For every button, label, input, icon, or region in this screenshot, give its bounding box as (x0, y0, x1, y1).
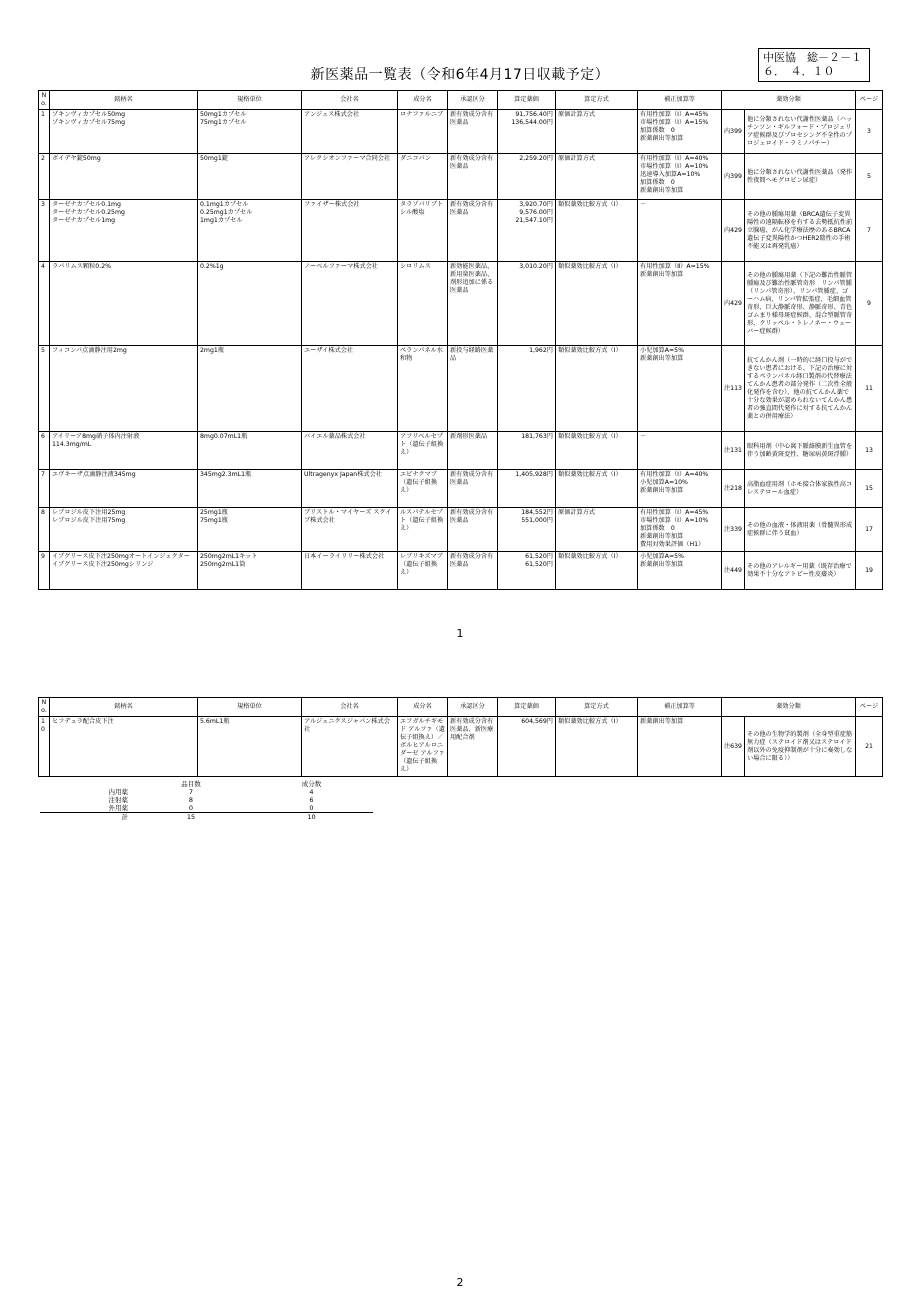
cell-brand-line: レブロジル皮下注用25mg (52, 509, 126, 516)
cell-addition-line: 新薬創出等加算 (640, 271, 684, 278)
cell-page: 13 (856, 432, 883, 470)
cell-unit-line: 0.25mg1カプセル (200, 209, 253, 216)
cell-price-line: 9,576.00円 (519, 209, 553, 216)
cell-price-line: 61,520円 (525, 553, 553, 560)
header-company: 会社名 (302, 698, 398, 717)
cell-page: 5 (856, 154, 883, 200)
cell-brand-line: ヒフデュラ配合皮下注 (52, 718, 114, 725)
header-page: ページ (856, 91, 883, 110)
cell-brand-line: 114.3mg/mL (52, 441, 92, 448)
cell-method: 原価計算方式 (556, 154, 638, 200)
cell-ingredient: ペランパネル水和物 (398, 346, 448, 432)
cell-approval: 新有効成分含有医薬品、新医療用配合剤 (448, 717, 498, 777)
cell-unit-line: 75mg1瓶 (200, 517, 228, 524)
header-no: No. (39, 91, 50, 110)
cell-price-line: 3,920.70円 (519, 201, 553, 208)
summary-items: 0 (188, 804, 194, 812)
cell-price-line: 91,756.40円 (515, 111, 553, 118)
summary-row (40, 796, 373, 804)
cell-unit (198, 552, 302, 590)
cell-addition-line: 加算係数 0 (640, 127, 675, 134)
cell-addition-line: 新薬創出等加算 (640, 487, 684, 494)
summary-ingredients: 4 (309, 788, 314, 796)
cell-page: 7 (856, 200, 883, 262)
table-header-row (39, 698, 883, 717)
cell-company: バイエル薬品株式会社 (302, 432, 398, 470)
cell-class-code: 注218 (722, 470, 745, 508)
cell-brand-line: レブロジル皮下注用75mg (52, 517, 126, 524)
header-unit: 規格単位 (198, 698, 302, 717)
cell-addition-line: 有用性加算（Ⅰ）A=45% (640, 509, 709, 516)
cell-approval: 新有効成分含有医薬品 (448, 200, 498, 262)
cell-brand-line: ラパリムス顆粒0.2% (52, 263, 112, 270)
header-unit: 規格単位 (198, 91, 302, 110)
cell-brand (50, 508, 198, 552)
cell-unit (198, 154, 302, 200)
cell-price (498, 154, 556, 200)
cell-brand (50, 110, 198, 154)
cell-addition-line: 有用性加算（Ⅱ）A=15% (640, 263, 710, 270)
cell-method: 原価計算方式 (556, 508, 638, 552)
cell-approval: 新有効成分含有医薬品 (448, 470, 498, 508)
cell-no: 3 (39, 200, 50, 262)
header-page: ページ (856, 698, 883, 717)
cell-company: ノーベルファーマ株式会社 (302, 262, 398, 346)
cell-price (498, 717, 556, 777)
cell-method: 類似薬効比較方式（Ⅰ） (556, 200, 638, 262)
summary-label: 内用薬 (108, 788, 128, 796)
cell-addition-line: 新薬創出等加算 (640, 187, 684, 194)
cell-category: 眼科用剤（中心窩下脈絡膜新生血管を伴う加齢黄斑変性、糖尿病黄斑浮腫） (745, 432, 856, 470)
header-approval: 承認区分 (448, 91, 498, 110)
summary-header-ingredients: 成分数 (301, 780, 322, 788)
cell-class-code: 注113 (722, 346, 745, 432)
cell-brand-line: エヴキーザ点滴静注液345mg (52, 471, 136, 478)
cell-unit-line: 50mg1錠 (200, 155, 228, 162)
cell-brand-line: アイリーア8mg硝子体内注射液 (52, 433, 140, 440)
cell-method: 類似薬効比較方式（Ⅰ） (556, 717, 638, 777)
cell-approval: 新投与経路医薬品 (448, 346, 498, 432)
summary-label: 注射薬 (108, 796, 128, 804)
cell-brand-line: ボイデヤ錠50mg (52, 155, 101, 162)
cell-method: 類似薬効比較方式（Ⅰ） (556, 470, 638, 508)
summary-ingredients: 0 (309, 804, 314, 812)
cell-addition (638, 432, 722, 470)
header-category: 薬効分類 (722, 91, 856, 110)
table-row (39, 552, 883, 590)
cell-page: 21 (856, 717, 883, 777)
cell-addition-line: 市場性加算（Ⅰ）A=15% (640, 119, 709, 126)
cell-class-code: 内399 (722, 110, 745, 154)
cell-price (498, 346, 556, 432)
cell-addition (638, 154, 722, 200)
cell-price-line: 21,547.10円 (515, 217, 553, 224)
cell-page: 19 (856, 552, 883, 590)
cell-addition-line: 費用対効果評価（H1） (640, 541, 705, 548)
header-price: 算定薬価 (498, 698, 556, 717)
cell-brand-line: ゾキンヴィカプセル75mg (52, 119, 126, 126)
cell-no: 2 (39, 154, 50, 200)
cell-brand-line: イブグリース皮下注250mgオートインジェクター (52, 553, 190, 560)
cell-unit-line: 0.1mg1カプセル (200, 201, 249, 208)
cell-no: 5 (39, 346, 50, 432)
cell-ingredient: レブリキズマブ（遺伝子組換え） (398, 552, 448, 590)
cell-addition (638, 717, 722, 777)
header-addition: 補正加算等 (638, 698, 722, 717)
cell-price (498, 508, 556, 552)
cell-addition-line: 迅速導入加算A=10% (640, 171, 701, 178)
cell-addition-line: 新薬創出等加算 (640, 135, 684, 142)
cell-class-code: 注339 (722, 508, 745, 552)
cell-approval: 新効能医薬品、新用量医薬品、剤形追加に係る医薬品 (448, 262, 498, 346)
cell-addition-line: 市場性加算（Ⅰ）A=10% (640, 163, 709, 170)
summary-total-row (40, 813, 373, 822)
cell-price-line: 3,010.20円 (519, 263, 553, 270)
cell-company: 日本イーライリリー株式会社 (302, 552, 398, 590)
cell-no: 10 (39, 717, 50, 777)
cell-price-line: 61,520円 (525, 561, 553, 568)
cell-company: エーザイ株式会社 (302, 346, 398, 432)
cell-brand (50, 262, 198, 346)
cell-class-code: 注131 (722, 432, 745, 470)
cell-addition-line: 小児加算A=5% (640, 553, 684, 560)
cell-ingredient: シロリムス (398, 262, 448, 346)
header-ingredient: 成分名 (398, 698, 448, 717)
cell-unit (198, 200, 302, 262)
cell-method: 類似薬効比較方式（Ⅰ） (556, 432, 638, 470)
summary-total-items: 15 (132, 813, 250, 822)
header-price: 算定薬価 (498, 91, 556, 110)
summary-header-items: 品目数 (181, 780, 201, 788)
table-row (39, 110, 883, 154)
cell-addition (638, 552, 722, 590)
table-body-2 (39, 717, 883, 777)
cell-brand (50, 200, 198, 262)
cell-brand (50, 154, 198, 200)
cell-addition (638, 200, 722, 262)
cell-addition-line: 小児加算A=5% (640, 347, 684, 354)
cell-ingredient: ルスパテルセプト（遺伝子組換え） (398, 508, 448, 552)
cell-unit-line: 1mg1カプセル (200, 217, 243, 224)
cell-no: 6 (39, 432, 50, 470)
cell-unit-line: 75mg1カプセル (200, 119, 247, 126)
header-brand: 銘柄名 (50, 91, 198, 110)
cell-class-code: 注639 (722, 717, 745, 777)
cell-addition-line: － (640, 201, 647, 208)
cell-addition-line: 市場性加算（Ⅰ）A=10% (640, 517, 709, 524)
table-row (39, 470, 883, 508)
cell-addition (638, 470, 722, 508)
cell-approval: 新有効成分含有医薬品 (448, 508, 498, 552)
cell-price (498, 110, 556, 154)
page-number-2: 2 (456, 1276, 464, 1289)
cell-class-code: 内429 (722, 200, 745, 262)
cell-company: Ultragenyx Japan株式会社 (302, 470, 398, 508)
cell-brand-line: ターゼナカプセル0.1mg (52, 201, 121, 208)
cell-approval: 新有効成分含有医薬品 (448, 154, 498, 200)
cell-brand-line: ゾキンヴィカプセル50mg (52, 111, 126, 118)
summary-items: 8 (188, 796, 194, 804)
cell-approval: 新有効成分含有医薬品 (448, 552, 498, 590)
cell-category: その他の腫瘍用薬（BRCA遺伝子変異陽性の遠隔転移を有する去勢抵抗性前立腺癌、がん化学療法歴のあるBRCA遺伝子変異陽性かつHER2陰性の手術不能又は再発乳癌） (745, 200, 856, 262)
cell-brand (50, 432, 198, 470)
cell-brand (50, 552, 198, 590)
cell-category: 抗てんかん剤（一時的に経口投与ができない患者における、下記の治療に対するペランパネル経口製剤の代替療法 てんかん患者の部分発作（二次性全般化発作を含む）、他の抗てんかん薬で十分な効果が認められないてんかん患者の強直間代発作に対する抗てんかん薬との併用療法） (745, 346, 856, 432)
cell-unit (198, 432, 302, 470)
cell-page: 11 (856, 346, 883, 432)
cell-category: その他の腫瘍用薬（下記の難治性脈管腫瘍及び難治性脈管奇形 リンパ管腫（リンパ管奇形）、リンパ管腫症、ゴーハム病、リンパ管拡張症、毛細血管奇形、巨大静脈奇形、静脈奇形、青色ゴムまり様母斑症候群、混合型脈管奇形、クリッペル・トレノネー・ウェーバー症候群） (745, 262, 856, 346)
cell-ingredient: エフガルチギモド アルファ（遺伝子組換え）／ボルヒアルロニダーゼ アルファ（遺伝子組換え） (398, 717, 448, 777)
page-title: 新医薬品一覧表（令和6年4月17日収載予定） (310, 67, 610, 83)
cell-price (498, 552, 556, 590)
cell-unit-line: 50mg1カプセル (200, 111, 247, 118)
cell-ingredient: アフリベルセプト（遺伝子組換え） (398, 432, 448, 470)
summary-total-label: 計 (40, 813, 132, 822)
header-company: 会社名 (302, 91, 398, 110)
table-row (39, 200, 883, 262)
cell-unit-line: 2mg1瓶 (200, 347, 225, 354)
cell-price-line: 2,259.20円 (519, 155, 553, 162)
table-row (39, 262, 883, 346)
cell-approval: 新剤形医薬品 (448, 432, 498, 470)
cell-method: 類似薬効比較方式（Ⅰ） (556, 262, 638, 346)
cell-unit-line: 5.6mL1瓶 (200, 718, 230, 725)
cell-price (498, 200, 556, 262)
cell-company: ブリストル・マイヤーズ スクイブ株式会社 (302, 508, 398, 552)
cell-ingredient: ダニコパン (398, 154, 448, 200)
cell-brand (50, 470, 198, 508)
cell-approval: 新有効成分含有医薬品 (448, 110, 498, 154)
header-no: No. (39, 698, 50, 717)
summary-table (40, 780, 373, 821)
cell-company: ファイザー株式会社 (302, 200, 398, 262)
cell-price-line: 181,763円 (521, 433, 553, 440)
cell-addition-line: － (640, 433, 647, 440)
table-row (39, 154, 883, 200)
cell-brand-line: イブグリース皮下注250mgシリンジ (52, 561, 154, 568)
cell-unit-line: 250mg2mL1キット (200, 553, 258, 560)
cell-unit-line: 8mg0.07mL1瓶 (200, 433, 248, 440)
summary-row (40, 804, 373, 813)
cell-ingredient: ロナファルニブ (398, 110, 448, 154)
cell-addition-line: 有用性加算（Ⅰ）A=40% (640, 155, 709, 162)
cell-unit-line: 25mg1瓶 (200, 509, 228, 516)
cell-price-line: 184,552円 (521, 509, 553, 516)
summary-row (40, 788, 373, 796)
cell-no: 8 (39, 508, 50, 552)
summary-ingredients: 6 (309, 796, 314, 804)
header-ingredient: 成分名 (398, 91, 448, 110)
table-row (39, 346, 883, 432)
cell-addition-line: 新薬創出等加算 (640, 355, 684, 362)
summary-label: 外用薬 (108, 804, 128, 812)
cell-unit (198, 717, 302, 777)
cell-ingredient: タラゾパリブトシル酸塩 (398, 200, 448, 262)
cell-price-line: 551,000円 (521, 517, 553, 524)
cell-price-line: 604,569円 (521, 718, 553, 725)
cell-unit-line: 250mg2mL1筒 (200, 561, 246, 568)
cell-brand (50, 717, 198, 777)
cell-page: 3 (856, 110, 883, 154)
stamp-line-2: ６． ４．１０ (763, 65, 835, 78)
cell-addition-line: 有用性加算（Ⅰ）A=45% (640, 111, 709, 118)
cell-unit (198, 470, 302, 508)
cell-class-code: 内429 (722, 262, 745, 346)
drug-table-2 (38, 697, 883, 777)
summary-items: 7 (188, 788, 194, 796)
cell-ingredient: エビナクマブ（遺伝子組換え） (398, 470, 448, 508)
header-category: 薬効分類 (722, 698, 856, 717)
cell-company: アンジェス株式会社 (302, 110, 398, 154)
header-approval: 承認区分 (448, 698, 498, 717)
cell-category: その他の血液・体液用薬（骨髄異形成症候群に伴う貧血） (745, 508, 856, 552)
cell-method: 類似薬効比較方式（Ⅰ） (556, 346, 638, 432)
cell-page: 15 (856, 470, 883, 508)
cell-price (498, 432, 556, 470)
cell-brand-line: ターゼナカプセル0.25mg (52, 209, 125, 216)
stamp-line-1: 中医協 総－２－１ (763, 51, 862, 64)
cell-unit-line: 345mg2.3mL1瓶 (200, 471, 252, 478)
cell-addition-line: 加算係数 0 (640, 525, 675, 532)
cell-no: 7 (39, 470, 50, 508)
cell-unit (198, 508, 302, 552)
cell-category: 高脂血症用剤（ホモ接合体家族性高コレステロール血症） (745, 470, 856, 508)
cell-unit-line: 0.2%1g (200, 263, 224, 270)
cell-category: 他に分類されない代謝性医薬品（ハッチンソン・ギルフォード・プロジェリア症候群及びプロセシング不全性のプロジェロイド・ラミノパチー） (745, 110, 856, 154)
cell-category: 他に分類されない代謝性医薬品（発作性夜間ヘモグロビン尿症） (745, 154, 856, 200)
cell-method: 類似薬効比較方式（Ⅰ） (556, 552, 638, 590)
cell-brand-line: ターゼナカプセル1mg (52, 217, 116, 224)
cell-price-line: 1,405,928円 (515, 471, 553, 478)
cell-brand (50, 346, 198, 432)
cell-class-code: 内399 (722, 154, 745, 200)
cell-category: その他の生物学的製剤（全身型重症筋無力症（ステロイド剤又はステロイド剤以外の免疫抑制剤が十分に奏効しない場合に限る）） (745, 717, 856, 777)
cell-page: 9 (856, 262, 883, 346)
cell-company: アレクシオンファーマ合同会社 (302, 154, 398, 200)
table-header-row (39, 91, 883, 110)
cell-company: アルジェニクスジャパン株式会社 (302, 717, 398, 777)
cell-no: 1 (39, 110, 50, 154)
cell-no: 4 (39, 262, 50, 346)
cell-unit (198, 110, 302, 154)
cell-no: 9 (39, 552, 50, 590)
cell-addition (638, 346, 722, 432)
cell-addition-line: 小児加算A=10% (640, 479, 688, 486)
header-method: 算定方式 (556, 698, 638, 717)
page-number-1: 1 (456, 627, 464, 640)
cell-addition (638, 508, 722, 552)
cell-unit (198, 346, 302, 432)
cell-unit (198, 262, 302, 346)
cell-price (498, 262, 556, 346)
table-row (39, 508, 883, 552)
cell-addition-line: 加算係数 0 (640, 179, 675, 186)
table-body-1 (39, 110, 883, 590)
cell-page: 17 (856, 508, 883, 552)
cell-addition-line: 有用性加算（Ⅰ）A=40% (640, 471, 709, 478)
summary-total-ingredients: 10 (250, 813, 373, 822)
cell-price (498, 470, 556, 508)
cell-addition (638, 110, 722, 154)
drug-table-1 (38, 90, 883, 590)
cell-method: 原価計算方式 (556, 110, 638, 154)
cell-category: その他のアレルギー用薬（既存治療で効果不十分なアトピー性皮膚炎） (745, 552, 856, 590)
cell-addition-line: 新薬創出等加算 (640, 718, 684, 725)
header-method: 算定方式 (556, 91, 638, 110)
header-addition: 補正加算等 (638, 91, 722, 110)
cell-price-line: 1,962円 (529, 347, 553, 354)
cell-addition-line: 新薬創出等加算 (640, 561, 684, 568)
table-row (39, 432, 883, 470)
cell-addition (638, 262, 722, 346)
cell-price-line: 136,544.00円 (511, 119, 553, 126)
cell-addition-line: 新薬創出等加算 (640, 533, 684, 540)
cell-class-code: 注449 (722, 552, 745, 590)
table-row (39, 717, 883, 777)
header-brand: 銘柄名 (50, 698, 198, 717)
cell-brand-line: フィコンパ点滴静注用2mg (52, 347, 127, 354)
